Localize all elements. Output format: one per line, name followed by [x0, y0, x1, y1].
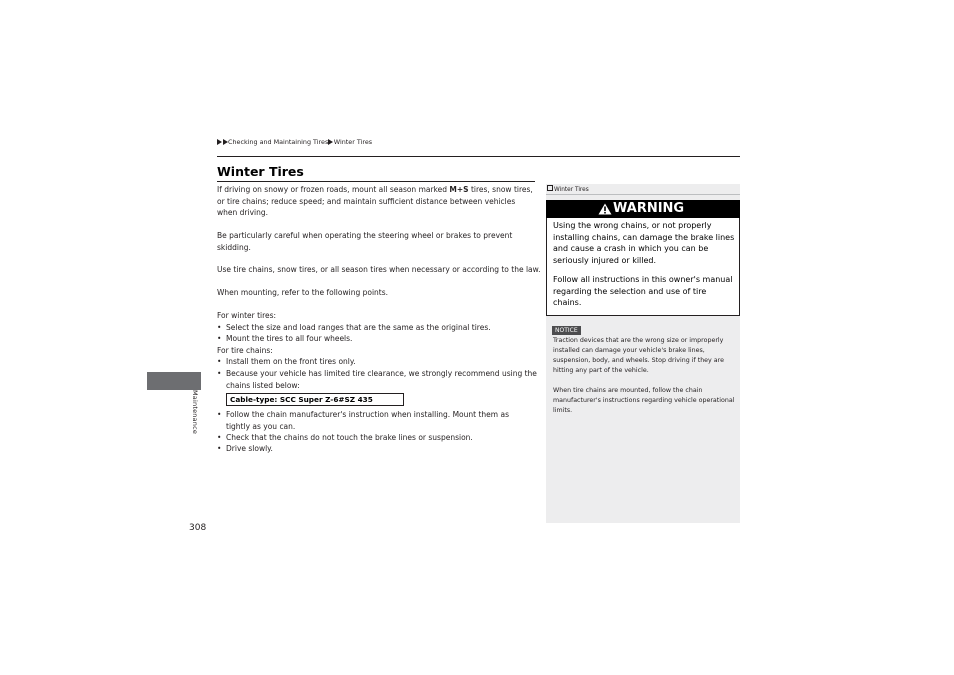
sidebar-header-label: Winter Tires — [554, 187, 589, 193]
list-item: • Install them on the front tires only. — [217, 356, 537, 368]
section-tab-marker — [147, 372, 201, 390]
warning-text: Follow all instructions in this owner's manual regarding the selection and use of tire chains. — [553, 275, 733, 307]
warning-title-text: WARNING — [613, 201, 685, 216]
sidebar-header[interactable] — [547, 185, 589, 193]
reference-icon — [547, 185, 553, 191]
notice-badge: NOTICE — [552, 326, 581, 335]
list-item: • Drive slowly. — [217, 443, 537, 455]
tire-chains-label: For tire chains: — [217, 346, 273, 355]
breadcrumb — [217, 138, 372, 146]
winter-tires-label: For winter tires: — [217, 311, 277, 320]
chain-type-box: Cable-type: SCC Super Z-6#SZ 435 — [226, 393, 404, 406]
sidebar-header-divider — [546, 194, 740, 195]
list-item: • Check that the chains do not touch the brake lines or suspension. — [217, 432, 537, 444]
intro-bold-marking: M+S — [449, 185, 469, 194]
arrow-right-icon — [217, 139, 222, 145]
section-tab-label: Maintenance — [191, 390, 199, 435]
page-title: Winter Tires — [217, 164, 304, 179]
careful-paragraph: Be particularly careful when operating the steering wheel or brakes to prevent skidding. — [217, 231, 513, 252]
notice-text: When tire chains are mounted, follow the chain manufacturer's instructions regarding vehicle operational limits. — [553, 387, 735, 414]
intro-paragraph — [217, 184, 537, 219]
title-divider — [217, 181, 535, 182]
list-item: • Mount the tires to all four wheels. — [217, 333, 537, 345]
header-divider — [217, 156, 740, 157]
warning-title — [597, 200, 684, 218]
chains-law-paragraph: Use tire chains, snow tires, or all season tires when necessary or according to the law. — [217, 265, 541, 274]
list-item: • Select the size and load ranges that are the same as the original tires. — [217, 322, 537, 334]
arrow-right-icon — [328, 139, 333, 145]
intro-text-cont: tires, snow tires, or tire chains; reduce speed; and maintain sufficient distance between vehicles when driving. — [217, 185, 533, 217]
page-number: 308 — [189, 523, 207, 533]
breadcrumb-link-checking-tires[interactable]: Checking and Maintaining Tires — [228, 138, 329, 146]
warning-text: Using the wrong chains, or not properly installing chains, can damage the brake lines and cause a crash in which you can be seriously injured or killed. — [553, 221, 735, 265]
list-item: • Because your vehicle has limited tire clearance, we strongly recommend using the chains listed below: — [217, 368, 537, 391]
notice-text: Traction devices that are the wrong size or improperly installed can damage your vehicle's brake lines, suspension, body, and wheels. Stop driving if they are hitting any part of the vehicle. — [553, 337, 724, 374]
mounting-paragraph: When mounting, refer to the following points. — [217, 288, 389, 297]
intro-text: If driving on snowy or frozen roads, mount all season marked — [217, 185, 450, 194]
arrow-right-icon — [223, 139, 228, 145]
breadcrumb-current: Winter Tires — [333, 138, 373, 146]
list-item: • Follow the chain manufacturer's instruction when installing. Mount them as tightly as you can. — [217, 409, 527, 432]
